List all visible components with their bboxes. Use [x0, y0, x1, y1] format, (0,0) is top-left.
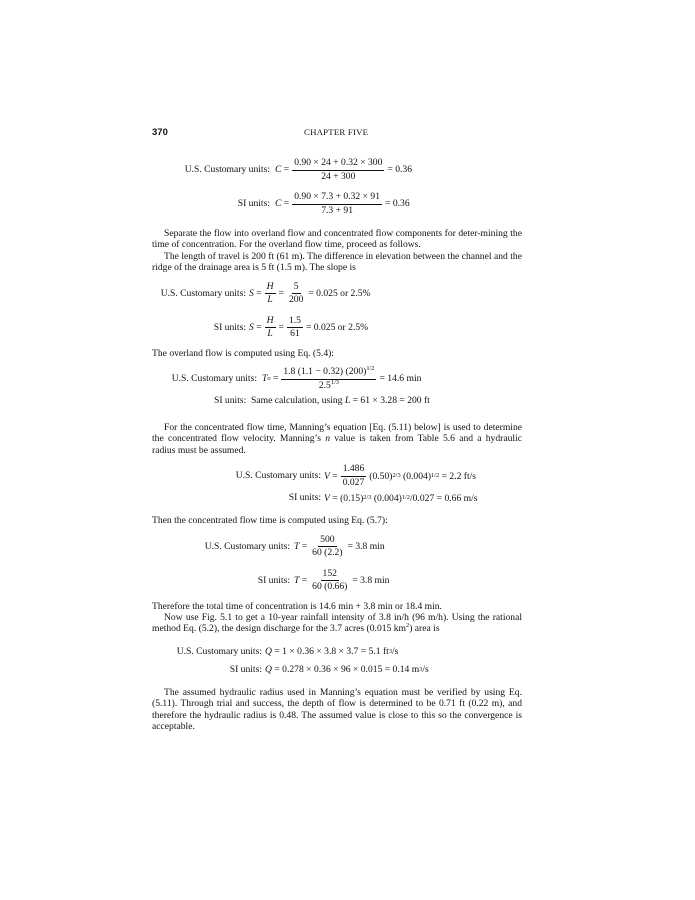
paragraph: For the concentrated flow time, Manning’s equation [Eq. (5.11) below] is used to determine the concentrated flow velocity. Manning’s n value is taken from Table 5.6 and a hydraulic radius must be assumed. [152, 422, 522, 456]
fraction: $\frac{1.8 (1.1 - 0.32) (200)^{1/2}}{2.5^{1/3}}$ [283, 364, 375, 391]
fraction: $\frac{1.5}{61}$ [288, 314, 301, 340]
equation-label: U.S. Customary units: [184, 164, 270, 175]
equation-body: C = $\frac{0.90 \times 7.3 + 0.32 \times 91}{7.3 + 91}$ = 0.36 [275, 191, 410, 216]
fraction: $\frac{500}{60 (2.2)}$ [312, 533, 343, 559]
fraction: $\frac{0.90 \times 7.3 + 0.32 \times 91}{7.3 + 91}$ [294, 191, 381, 216]
equation-label: SI units: [237, 198, 270, 209]
equation-body: V = $\frac{1.486}{0.027}$ (0.50) 2/3 (0.004) 1/2 = 2.2 ft/s [324, 463, 477, 488]
running-header [152, 127, 522, 141]
paragraph: Separate the flow into overland flow and concentrated flow components for deter-mining the time of concentration. For the overland flow time, proceed as follows. [152, 228, 522, 251]
equation-velocity-us [152, 465, 522, 487]
equation-label: U.S. Customary units: [204, 540, 290, 552]
equation-conc-si [152, 567, 522, 593]
equation-runoff-us [152, 159, 522, 181]
paragraph: Then the concentrated flow time is computed using Eq. (5.7): [152, 515, 388, 527]
paragraph: The assumed hydraulic radius used in Manning’s equation must be verified by using Eq. (5.11). Through trial and success, the depth of flow is determined to be 0.71 ft (0.22 m), and therefore the hydraulic radius is 0.48. The assumed value is close to this so the convergence is acceptable. [152, 686, 522, 733]
equation-body: T = $\frac{500}{60 (2.2)}$ = 3.8 min [294, 533, 385, 559]
paragraph: The overland flow is computed using Eq. (5.4): [152, 347, 334, 359]
equation-conc-us [152, 533, 522, 559]
page-number: 370 [152, 127, 168, 138]
equation-label: SI units: [229, 663, 262, 675]
equation-body: S = $\frac{H}{L}$ = $\frac{1.5}{61}$ = 0.025 or 2.5% [249, 314, 369, 340]
equation-body: T = $\frac{152}{60 (0.66)}$ = 3.8 min [294, 567, 390, 593]
equation-label: U.S. Customary units: [171, 373, 257, 385]
equation-label: U.S. Customary units: [176, 645, 262, 657]
equation-overland-us [152, 364, 522, 391]
equation-velocity-si [152, 491, 522, 505]
equation-slope-us [152, 280, 522, 306]
equation-body: SI units: Same calculation, using L = 61 × 3.28 = 200 ft [214, 395, 430, 407]
book-page [152, 127, 522, 733]
equation-body: C = $\frac{0.90 \times 24 + 0.32 \times 300}{24 + 300}$ = 0.36 [275, 157, 413, 182]
equation-label: SI units: [257, 574, 290, 586]
equation-discharge-si [152, 663, 522, 677]
paragraph: Now use Fig. 5.1 to get a 10-year rainfall intensity of 3.8 in/h (96 m/h). Using the rational method Eq. (5.2), the design discharge for the 3.7 acres (0.015 $km^2$) area is [152, 612, 522, 635]
equation-runoff-si [152, 193, 522, 215]
paragraph: The length of travel is 200 ft (61 m). The difference in elevation between the channel and the ridge of the drainage area is 5 ft (1.5 m). The slope is [152, 250, 522, 274]
fraction: $\frac{0.90 \times 24 + 0.32 \times 300}{24 + 300}$ [294, 157, 383, 182]
fraction: $\frac{152}{60 (0.66)}$ [312, 567, 348, 593]
equation-body: Q = 1 × 0.36 × 3.8 × 3.7 = 5.1 ft 3 /s [265, 646, 399, 658]
equation-body: S = $\frac{H}{L}$ = $\frac{5}{200}$ = 0.025 or 2.5% [249, 280, 371, 306]
equation-body: T o = $\frac{1.8 (1.1 - 0.32) (200)^{1/2}}{2.5^{1/3}}$ = 14.6 min [262, 364, 422, 391]
fraction: $\frac{H}{L}$ [266, 314, 274, 340]
equation-label: U.S. Customary units: [160, 287, 246, 299]
paragraph: Therefore the total time of concentration is 14.6 min + 3.8 min or 18.4 min. [152, 600, 442, 612]
equation-body: V = (0.15) 2/3 (0.004) 1/2 /0.027 = 0.66 m/s [324, 492, 478, 504]
fraction: $\frac{H}{L}$ [266, 280, 274, 306]
equation-discharge-us [152, 645, 522, 659]
fraction: $\frac{1.486}{0.027}$ [342, 463, 365, 488]
fraction: $\frac{5}{200}$ [288, 280, 304, 306]
equation-label: U.S. Customary units: [235, 470, 321, 482]
equation-label: SI units: [288, 492, 321, 504]
equation-slope-si [152, 314, 522, 340]
equation-overland-si [152, 394, 522, 408]
equation-body: Q = 0.278 × 0.36 × 96 × 0.015 = 0.14 m 3 /s [265, 664, 429, 676]
chapter-title: CHAPTER FIVE [304, 127, 369, 137]
equation-label: SI units: [213, 321, 246, 333]
